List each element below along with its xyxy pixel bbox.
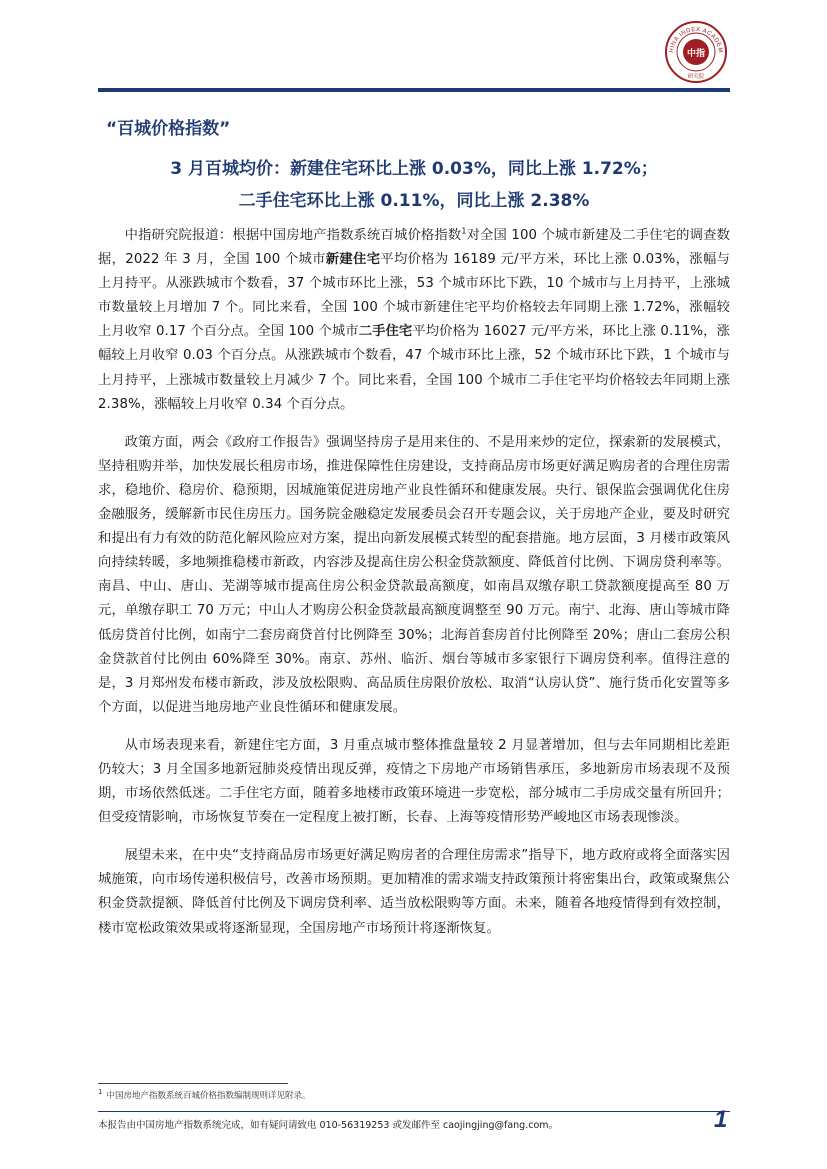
footnote-ref: 1 xyxy=(461,226,467,236)
summary-text-d: 平均价格为 16027 元/平方米，环比上涨 0.11%，涨幅较上月收窄 0.03 个百分点。从涨跌城市个数看，47 个城市环比上涨，52 个城市环比下跌，1 个城市与上月持平，上涨城市数量较上月减少 7 个。同比来看，全国 100 个城市二手住宅平均价格较去年同期上涨 2.38%，涨幅较上月收窄 0.34 个百分点。 xyxy=(98,324,730,412)
headline-prefix: 3 月百城均价： xyxy=(170,159,290,179)
paragraph-policy: 政策方面，两会《政府工作报告》强调坚持房子是用来住的、不是用来炒的定位，探索新的发展模式，坚持租购并举，加快发展长租房市场，推进保障性住房建设，支持商品房市场更好满足购房者的合理住房需求，稳地价、稳房价、稳预期，因城施策促进房地产业良性循环和健康发展。央行、银保监会强调优化住房金融服务，缓解新市民住房压力。国务院金融稳定发展委员会召开专题会议，关于房地产企业，要及时研究和提出有力有效的防范化解风险应对方案，提出向新发展模式转型的配套措施。地方层面，3 月楼市政策风向持续转暖，多地频推稳楼市新政，内容涉及提高住房公积金贷款额度、降低首付比例、下调房贷利率等。南昌、中山、唐山、芜湖等城市提高住房公积金贷款最高额度，如南昌双缴存职工贷款额度提高至 80 万元，单缴存职工 70 万元；中山人才购房公积金贷款最高额度调整至 90 万元。南宁、北海、唐山等城市降低房贷首付比例，如南宁二套房商贷首付比例降至 30%；北海首套房首付比例降至 20%；唐山二套房公积金贷款首付比例由 60%降至 30%。南京、苏州、临沂、烟台等城市多家银行下调房贷利率。值得注意的是，3 月郑州发布楼市新政，涉及放松限购、高品质住房限价放松、取消“认房认贷”、施行货币化安置等多个方面，以促进当地房地产业良性循环和健康发展。 xyxy=(98,434,730,715)
china-index-academy-logo xyxy=(664,20,728,84)
page-number: 1 xyxy=(714,1106,728,1133)
headline-line-1 xyxy=(98,154,730,179)
headline-new-homes: 新建住宅环比上涨 0.03%，同比上涨 1.72%； xyxy=(289,159,658,179)
footnote-marker: 1 xyxy=(98,1088,103,1097)
footnote-text: 中国房地产指数系统百城价格指数编制规则详见附录。 xyxy=(106,1091,311,1101)
paragraph-market: 从市场表现来看，新建住宅方面，3 月重点城市整体推盘量较 2 月显著增加，但与去年同期相比差距仍较大；3 月全国多地新冠肺炎疫情出现反弹，疫情之下房地产市场销售承压，多地新房市场表现不及预期，市场依然低迷。二手住宅方面，随着多地楼市政策环境进一步宽松，部分城市二手房成交量有所回升；但受疫情影响，市场恢复节奏在一定程度上被打断，长春、上海等疫情形势严峻地区市场表现惨淡。 xyxy=(98,737,730,826)
footnote-divider xyxy=(98,1083,288,1084)
summary-text-c: 平均价格为 16189 元/平方米，环比上涨 0.03%，涨幅与上月持平。从涨跌城市个数看，37 个城市环比上涨，53 个城市环比下跌，10 个城市与上月持平，上涨城市数量较上月增加 7 个。同比来看，全国 100 个城市新建住宅平均价格较去年同期上涨 1.72%，涨幅较上月收窄 0.17 个百分点。全国 100 个城市 xyxy=(98,252,730,340)
footer-contact: 本报告由中国房地产指数系统完成，如有疑问请致电 010-56319253 或发邮件至 caojingjing@fang.com。 xyxy=(98,1120,559,1131)
summary-text-b: 对全国 100 个城市新建及二手住宅的调查数据，2022 年 3 月，全国 100 个城市 xyxy=(98,228,730,268)
section-label: “百城价格指数” xyxy=(106,119,231,139)
header-divider xyxy=(98,88,730,92)
keyword-new-homes: 新建住宅 xyxy=(325,252,381,268)
summary-text-a: 中指研究院报道：根据中国房地产指数系统百城价格指数 xyxy=(124,228,462,243)
paragraph-outlook: 展望未来，在中央“支持商品房市场更好满足购房者的合理住房需求”指导下，地方政府或将全面落实因城施策，向市场传递积极信号，改善市场预期。更加精准的需求端支持政策预计将密集出台，政策或聚焦公积金贷款提额、降低首付比例及下调房贷利率、适当放松限购等方面。未来，随着各地疫情得到有效控制，楼市宽松政策效果或将逐渐显现，全国房地产市场预计将逐渐恢复。 xyxy=(98,848,730,936)
svg-text:中指: 中指 xyxy=(686,49,706,59)
keyword-second-hand-homes: 二手住宅 xyxy=(358,324,413,340)
report-body xyxy=(98,224,730,955)
headline-line-2: 二手住宅环比上涨 0.11%，同比上涨 2.38% xyxy=(238,191,590,211)
footnote xyxy=(98,1089,310,1101)
paragraph-summary xyxy=(98,224,730,417)
svg-text:研究院: 研究院 xyxy=(687,74,705,80)
footer-divider xyxy=(98,1111,730,1112)
svg-text:CHINA INDEX ACADEMY: HINA INDEX ACADEM xyxy=(668,26,724,54)
